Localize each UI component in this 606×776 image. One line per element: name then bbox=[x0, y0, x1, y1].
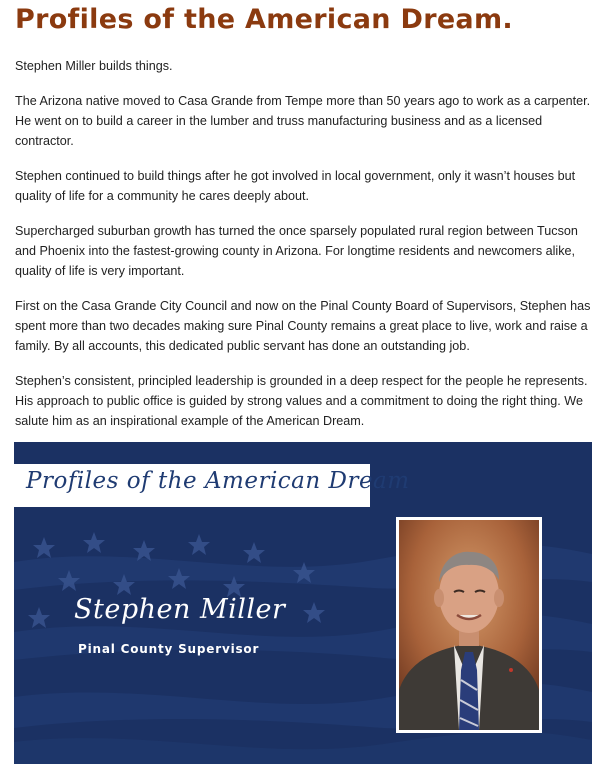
banner-name: Stephen Miller bbox=[74, 594, 286, 625]
script-title-box bbox=[14, 464, 410, 507]
portrait-photo bbox=[399, 520, 539, 730]
paragraph-1: Stephen Miller builds things. bbox=[15, 59, 173, 73]
article-body bbox=[15, 56, 595, 446]
portrait-frame bbox=[396, 517, 542, 733]
paragraph-2: The Arizona native moved to Casa Grande from Tempe more than 50 years ago to work as a carpenter. He went on to build a career in the lumber and truss manufacturing business and as a licensed contractor. bbox=[15, 94, 591, 148]
profile-banner-image bbox=[14, 442, 592, 764]
paragraph-3: Stephen continued to build things after he got involved in local government, only it wasn’t houses but quality of life for a community he cares deeply about. bbox=[15, 169, 576, 203]
banner-role: Pinal County Supervisor bbox=[78, 642, 260, 656]
page-title: Profiles of the American Dream. bbox=[15, 4, 513, 35]
banner-script-title: Profiles of the American Dream bbox=[26, 468, 410, 494]
paragraph-5: First on the Casa Grande City Council and now on the Pinal County Board of Supervisors, Stephen has spent more than two decades making sure Pinal County remains a great place to live, work and raise a family. By all accounts, this dedicated public servant has done an outstanding job. bbox=[15, 299, 591, 353]
paragraph-4: Supercharged suburban growth has turned the once sparsely populated rural region between Tucson and Phoenix into the fastest-growing county in Arizona. For longtime residents and newcomers alike, quality of life is very important. bbox=[15, 224, 578, 278]
paragraph-6: Stephen’s consistent, principled leadership is grounded in a deep respect for the people he represents. His approach to public office is guided by strong values and a commitment to doing the right thing. We salute him as an inspirational example of the American Dream. bbox=[15, 374, 588, 428]
